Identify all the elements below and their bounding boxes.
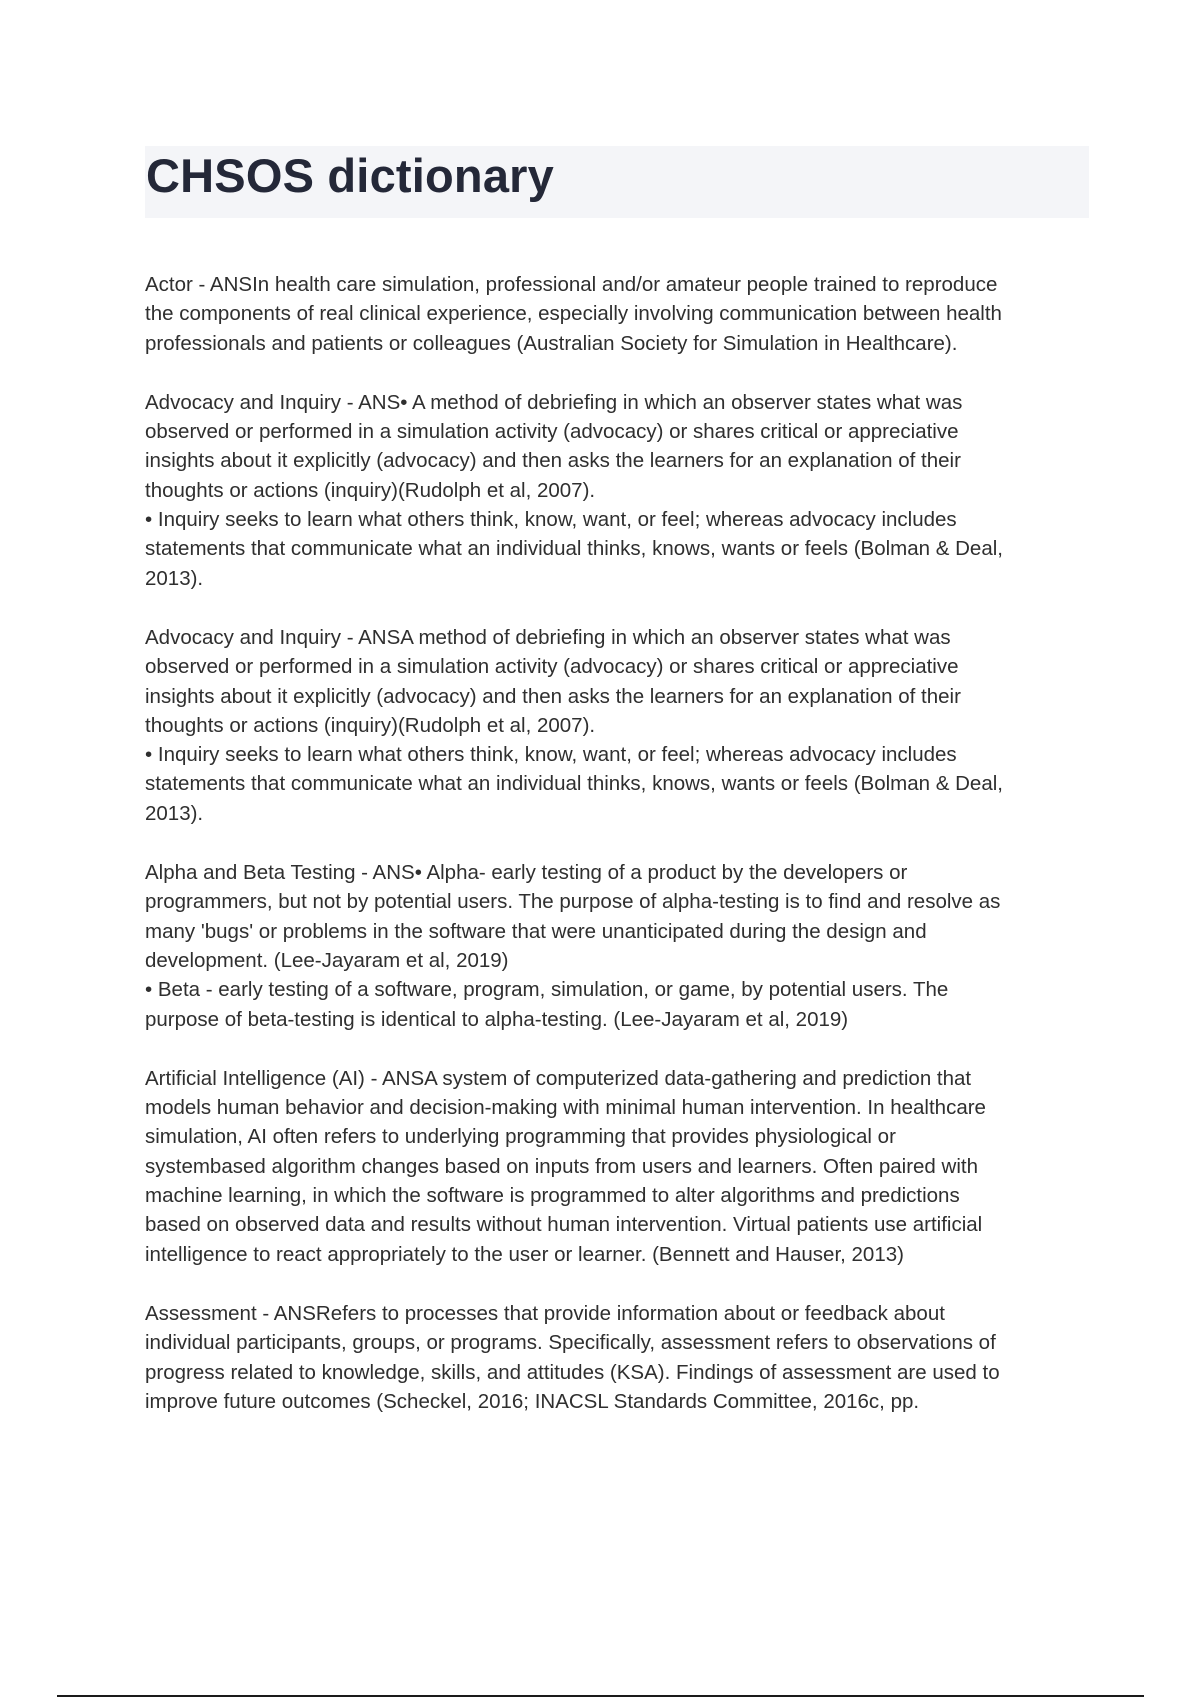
entry-actor: Actor - ANSIn health care simulation, professional and/or amateur people trained to reproduce the components of real clinical experience, especially involving communication between health professionals and patients or colleagues (Australian Society for Simulation in Healthcare). — [145, 273, 1002, 355]
page-title: CHSOS dictionary — [146, 149, 555, 202]
dictionary-entries — [145, 270, 1085, 1446]
entry-advocacy-and-inquiry-2: Advocacy and Inquiry - ANSA method of debriefing in which an observer states what was observed or performed in a simulation activity (advocacy) or shares critical or appreciative insights about it explicitly (advocacy) and then asks the learners for an explanation of their thoughts or actions (inquiry)(Rudolph et al, 2007). • Inquiry seeks to learn what others think, know, want, or feel; whereas advocacy includes statements that communicate what an individual thinks, knows, wants or feels (Bolman & Deal, 2013). — [145, 625, 1003, 825]
footer-divider — [57, 1695, 1144, 1697]
title-banner — [145, 146, 1089, 218]
entry-assessment: Assessment - ANSRefers to processes that provide information about or feedback about individual participants, groups, or programs. Specifically, assessment refers to observations of progress related to knowledge, skills, and attitudes (KSA). Findings of assessment are used to improve future outcomes (Scheckel, 2016; INACSL Standards Committee, 2016c, pp. — [145, 1301, 1000, 1413]
entry-artificial-intelligence: Artificial Intelligence (AI) - ANSA system of computerized data-gathering and prediction that models human behavior and decision-making with minimal human intervention. In healthcare simulation, AI often refers to underlying programming that provides physiological or systembased algorithm changes based on inputs from users and learners. Often paired with machine learning, in which the software is programmed to alter algorithms and predictions based on observed data and results without human intervention. Virtual patients use artificial intelligence to react appropriately to the user or learner. (Bennett and Hauser, 2013) — [145, 1066, 986, 1266]
entry-alpha-and-beta-testing: Alpha and Beta Testing - ANS• Alpha- early testing of a product by the developers or programmers, but not by potential users. The purpose of alpha-testing is to find and resolve as many 'bugs' or problems in the software that were unanticipated during the design and development. (Lee-Jayaram et al, 2019) • Beta - early testing of a software, program, simulation, or game, by potential users. The purpose of beta-testing is identical to alpha-testing. (Lee-Jayaram et al, 2019) — [145, 861, 1001, 1031]
entry-advocacy-and-inquiry-1: Advocacy and Inquiry - ANS• A method of debriefing in which an observer states what was observed or performed in a simulation activity (advocacy) or shares critical or appreciative insights about it explicitly (advocacy) and then asks the learners for an explanation of their thoughts or actions (inquiry)(Rudolph et al, 2007). • Inquiry seeks to learn what others think, know, want, or feel; whereas advocacy includes statements that communicate what an individual thinks, knows, wants or feels (Bolman & Deal, 2013). — [145, 390, 1003, 590]
